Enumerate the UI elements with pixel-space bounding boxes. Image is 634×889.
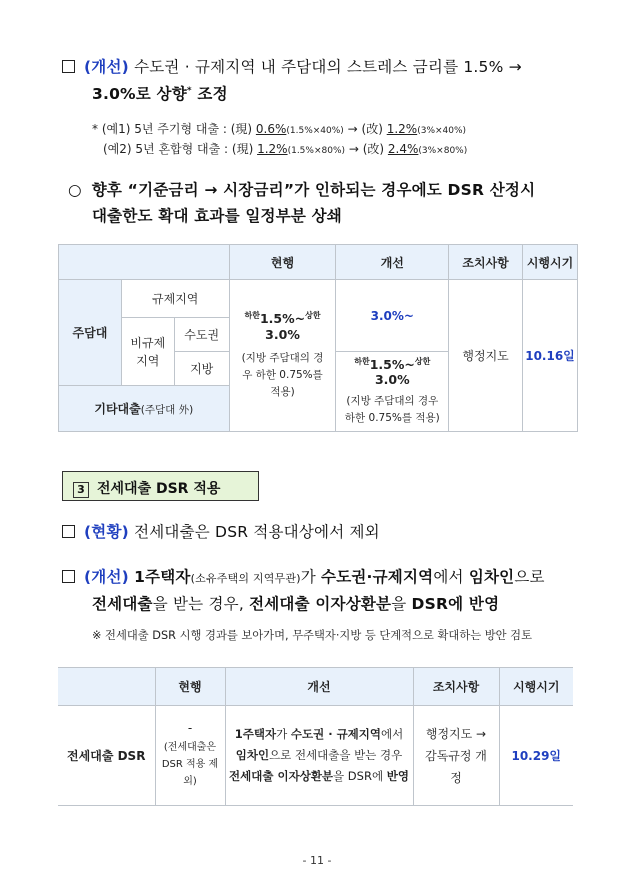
s1-text-c: 조정 [191,85,228,103]
s5-f: 임차인 [468,568,515,586]
s1-tag: (개선) [84,58,129,76]
t2-header-current: 현행 [155,668,225,706]
ex1-c1: (1.5%×40%) [286,126,344,136]
s4-tag: (현황) [84,523,129,541]
s5-line2 [92,592,499,614]
t2-current [155,706,225,806]
t2-improve [225,706,413,806]
t1-header-date: 시행시기 [523,245,578,280]
imp1a: 1주택자 [234,727,277,741]
other-note: (주담대 外) [140,404,194,416]
t1-header-action: 조치사항 [449,245,523,280]
ex2-pre: (예2) 5년 혼합형 대출 : (現) [103,142,258,156]
t1-header-blank [59,245,230,280]
s1-text-b: 3.0%로 상향 [92,85,187,103]
s5-e: 에서 [433,568,469,586]
t1-improve-top: 3.0%~ [336,280,449,352]
t2-date: 10.29일 [499,706,573,806]
imp1c: 수도권 · 규제지역 [290,727,382,741]
s2-line2 [92,204,342,226]
t1-row-label: 주담대 [59,280,122,386]
t1-reg: 규제지역 [121,280,229,318]
ex2-mid: → (改) [345,142,388,156]
t1-capital: 수도권 [174,318,229,352]
ex2-v2: 2.4% [387,142,419,156]
s4-line [62,520,380,542]
t2-row-label: 전세대출 DSR [58,706,155,806]
imp3c: 반영 [386,769,409,783]
s1-line2 [92,82,228,104]
s1-example1 [92,120,466,137]
s5-a: 1주택자 [134,568,191,586]
ex1-pre: * (예1) 5년 주기형 대출 : (現) [92,122,256,136]
t1-local: 지방 [174,352,229,386]
s2-text2: 대출한도 확대 효과를 일정부분 상쇄 [92,207,342,225]
t2-header-action: 조치사항 [413,668,499,706]
s5-l2e: DSR [411,595,449,613]
improve-val1: 1.5%~ [369,357,415,373]
t2-current-dash: - [187,721,193,735]
improve-note: (지방 주담대의 경우 하한 0.75%를 적용) [344,395,440,425]
t1-other [59,386,230,432]
s1-text-a: 수도권 · 규제지역 내 주담대의 스트레스 금리를 1.5% → [134,58,522,76]
s5-tag: (개선) [84,568,129,586]
s5-g: 으로 [514,568,545,586]
s2-text1: 향후 “기준금리 → 시장금리”가 인하되는 경우에도 DSR 산정시 [91,181,536,199]
checkbox-icon [62,525,75,538]
checkbox-icon [62,60,75,73]
ex2-v1: 1.2% [257,142,288,156]
s1-line1 [62,55,522,77]
s5-l2b: 을 받는 경우, [152,595,250,613]
improve-val2: 3.0% [374,372,410,388]
imp2b: 으로 전세대출을 받는 경우 [269,748,403,762]
ex1-v2: 1.2% [386,122,418,136]
section3-title: 전세대출 DSR 적용 [97,481,221,497]
s5-d: 수도권·규제지역 [321,568,434,586]
page-number: - 11 - [302,854,332,867]
s5-b: (소유주택의 지역무관) [190,572,301,585]
s5-c: 가 [300,568,322,586]
t2-header-date: 시행시기 [499,668,573,706]
t1-nonreg: 비규제 지역 [121,318,174,386]
current-val2: 3.0% [265,326,300,342]
current-val1: 1.5%~ [259,311,306,327]
table2 [58,667,573,806]
checkbox-icon [62,570,75,583]
imp1d: 에서 [381,727,404,741]
s4-text: 전세대출은 DSR 적용대상에서 제외 [134,523,380,541]
ex2-c2: (3%×80%) [418,146,468,156]
other-label: 기타대출 [94,402,141,416]
current-high: 상한 [305,311,321,321]
section3-number: 3 [73,482,89,498]
ex1-c2: (3%×40%) [417,126,467,136]
t2-current-note: (전세대출은 DSR 적용 제외) [161,742,219,787]
s1-star: * [186,85,192,96]
improve-high: 상한 [414,356,431,366]
bullet-icon: ○ [68,181,82,199]
improve-low: 하한 [354,356,370,366]
current-low: 하한 [244,311,260,321]
s5-l2d: 을 [391,595,412,613]
t1-date: 10.16일 [523,280,578,432]
t1-action: 행정지도 [449,280,523,432]
s2-line1 [68,178,535,200]
t1-current [229,280,336,432]
ex2-c1: (1.5%×80%) [287,146,346,156]
current-note: (지방 주담대의 경우 하한 0.75%를 적용) [241,351,324,398]
s5-note: ※ 전세대출 DSR 시행 경과를 보아가며, 무주택자·지방 등 단계적으로 확대하는 방안 검토 [92,629,532,642]
ex1-v1: 0.6% [255,122,287,136]
imp2a: 임차인 [235,748,270,762]
section3-box [62,471,259,501]
t1-header-improve: 개선 [336,245,449,280]
t2-header-blank [58,668,155,706]
ex1-mid: → (改) [343,122,387,136]
s1-example2 [103,140,467,157]
t1-header-current: 현행 [229,245,336,280]
imp3b: 을 DSR에 [333,769,387,783]
t2-action: 행정지도 → 감독규정 개정 [413,706,499,806]
t2-header-improve: 개선 [225,668,413,706]
s5-l2c: 전세대출 이자상환분 [249,595,392,613]
s5-l2f: 에 반영 [448,595,500,613]
s5-line1 [62,565,545,587]
t1-improve-bottom [336,352,449,432]
table1 [58,244,578,432]
imp3a: 전세대출 이자상환분 [229,769,334,783]
s5-l2a: 전세대출 [92,595,153,613]
imp1b: 가 [276,727,291,741]
